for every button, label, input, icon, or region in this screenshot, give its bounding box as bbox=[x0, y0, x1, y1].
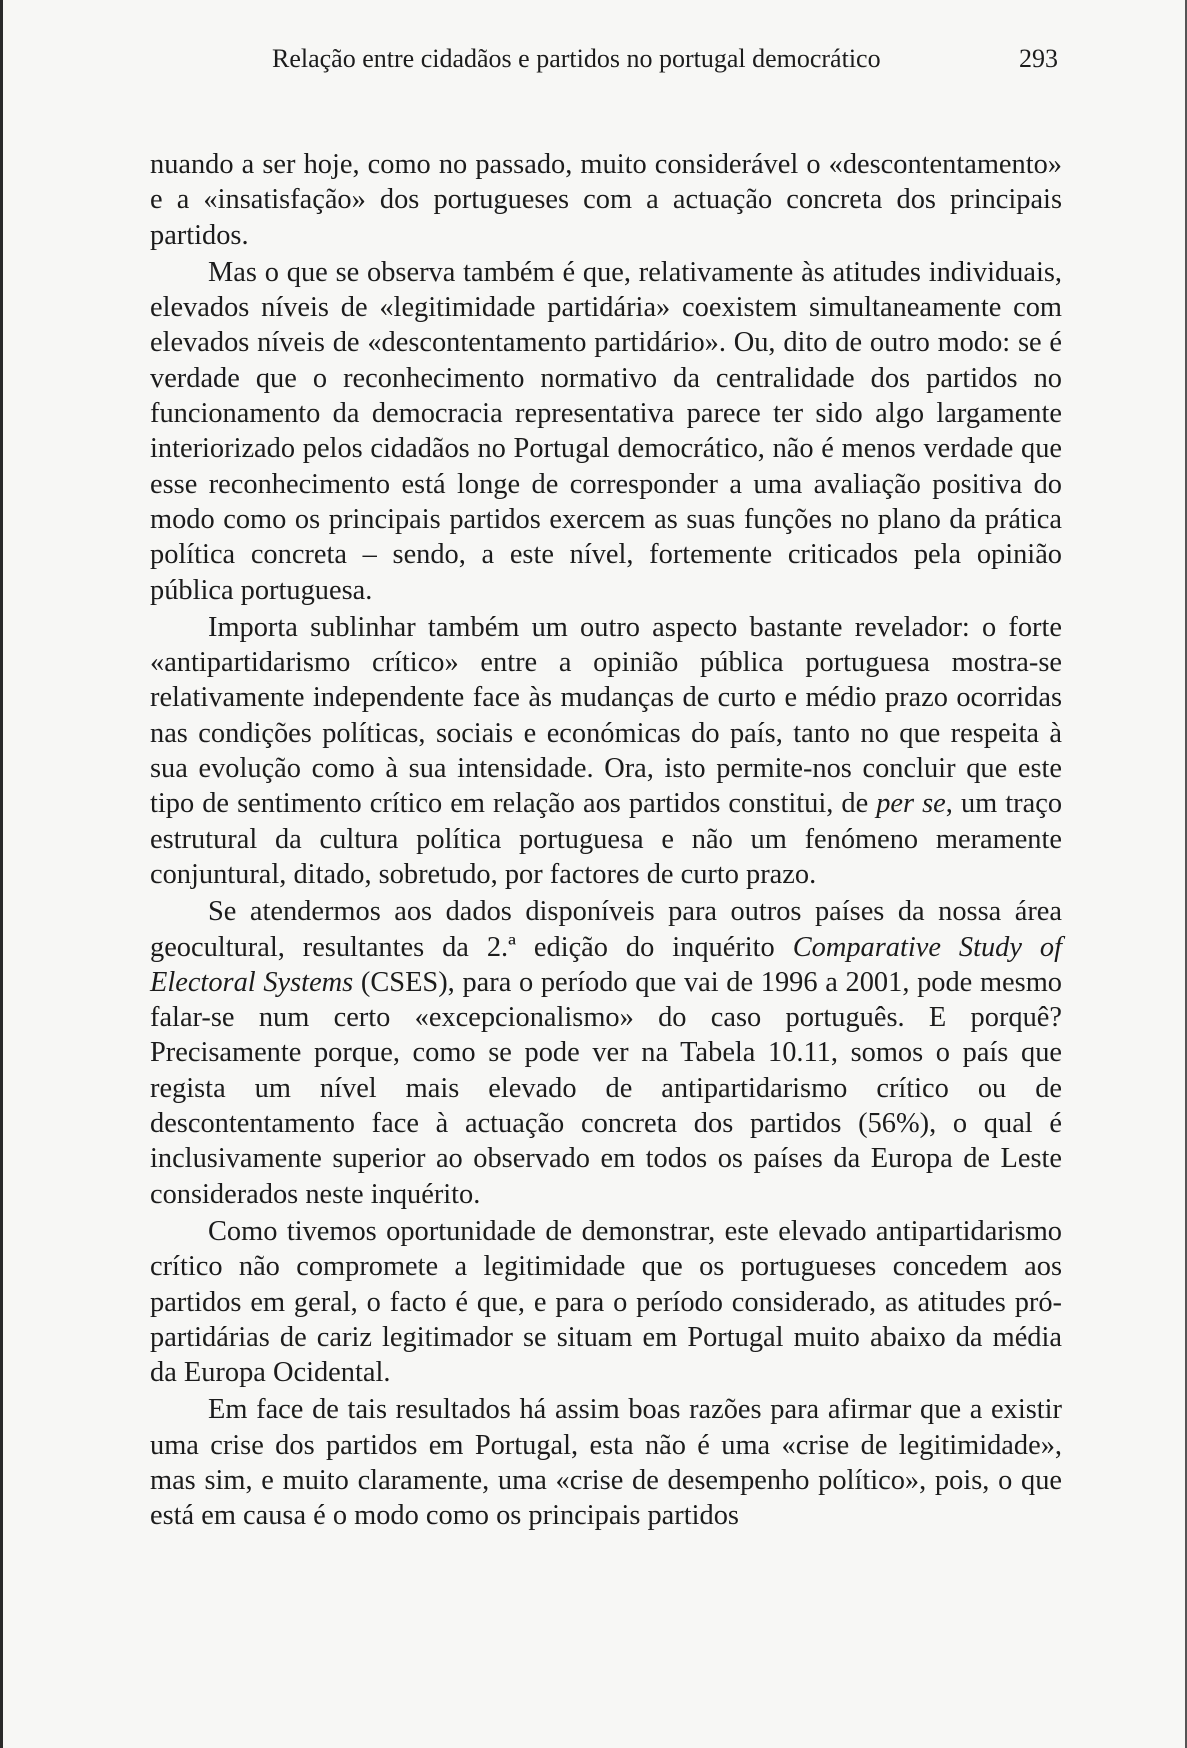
paragraph-text: (CSES), para o período que vai de 1996 a 2001, pode mesmo falar-se num certo «excepcionalismo» do caso português. E porquê? Precisamente porque, como se pode ver na Tabela 10.11, somos o país que regista um nível mais elevado de antipartidarismo crítico ou de descontentamento face à actuação concreta dos partidos (56%), o qual é inclusivamente superior ao observado em todos os países da Europa de Leste considerados neste inquérito. bbox=[150, 966, 1062, 1210]
paragraph-2 bbox=[150, 255, 1062, 608]
paragraph-text: Como tivemos oportunidade de demonstrar, este elevado antipartidarismo crítico não compromete a legitimidade que os portugueses concedem aos partidos em geral, o facto é que, e para o período considerado, as atitudes pró-partidárias de cariz legitimador se situam em Portugal muito abaixo da média da Europa Ocidental. bbox=[150, 1215, 1062, 1389]
paragraph-5 bbox=[150, 1214, 1062, 1390]
paragraph-text: Mas o que se observa também é que, relativamente às atitudes individuais, elevados níveis de «legitimidade partidária» coexistem simultaneamente com elevados níveis de «descontentamento partidário». Ou, dito de outro modo: se é verdade que o reconhecimento normativo da centralidade dos partidos no funcionamento da democracia representativa parece ter sido algo largamente interiorizado pelos cidadãos no Portugal democrático, não é menos verdade que esse reconhecimento está longe de corresponder a uma avaliação positiva do modo como os principais partidos exercem as suas funções no plano da prática política concreta – sendo, a este nível, fortemente criticados pela opinião pública portuguesa. bbox=[150, 256, 1062, 606]
page-number: 293 bbox=[1019, 44, 1058, 73]
body-text bbox=[150, 147, 1062, 1536]
page-left-edge bbox=[0, 0, 3, 1748]
paragraph-text: nuando a ser hoje, como no passado, muito considerável o «descontentamento» e a «insatisfação» dos portugueses com a actuação concreta dos principais partidos. bbox=[150, 149, 1062, 251]
running-header-title: Relação entre cidadãos e partidos no portugal democrático bbox=[272, 44, 881, 73]
paragraph-text: Importa sublinhar também um outro aspecto bastante revelador: o forte «antipartidarismo crítico» entre a opinião pública portuguesa mostra-se relativamente independente face às mudanças de curto e médio prazo ocorridas nas condições políticas, sociais e económicas do país, tanto no que respeita à sua evolução como à sua intensidade. Ora, isto permite-nos concluir que este tipo de sentimento crítico em relação aos partidos constitui, de bbox=[150, 611, 1062, 820]
paragraph-text: Se atendermos aos dados disponíveis para outros países da nossa área geocultural, resultantes da 2.ª edição do inquérito bbox=[150, 896, 1062, 963]
paragraph-6 bbox=[150, 1392, 1062, 1533]
paragraph-text: Em face de tais resultados há assim boas razões para afirmar que a existir uma crise dos partidos em Portugal, esta não é uma «crise de legitimidade», mas sim, e muito claramente, uma «crise de desempenho político», pois, o que está em causa é o modo como os principais partidos bbox=[150, 1394, 1062, 1532]
italic-text: Comparative Study of Electoral Systems bbox=[150, 931, 1062, 998]
paragraph-3 bbox=[150, 610, 1062, 892]
paragraph-text: , um traço estrutural da cultura política portuguesa e não um fenómeno meramente conjuntural, ditado, sobretudo, por factores de curto prazo. bbox=[150, 788, 1063, 890]
italic-text: per se bbox=[876, 788, 946, 820]
paragraph-1 bbox=[150, 147, 1062, 253]
paragraph-4 bbox=[150, 894, 1062, 1212]
